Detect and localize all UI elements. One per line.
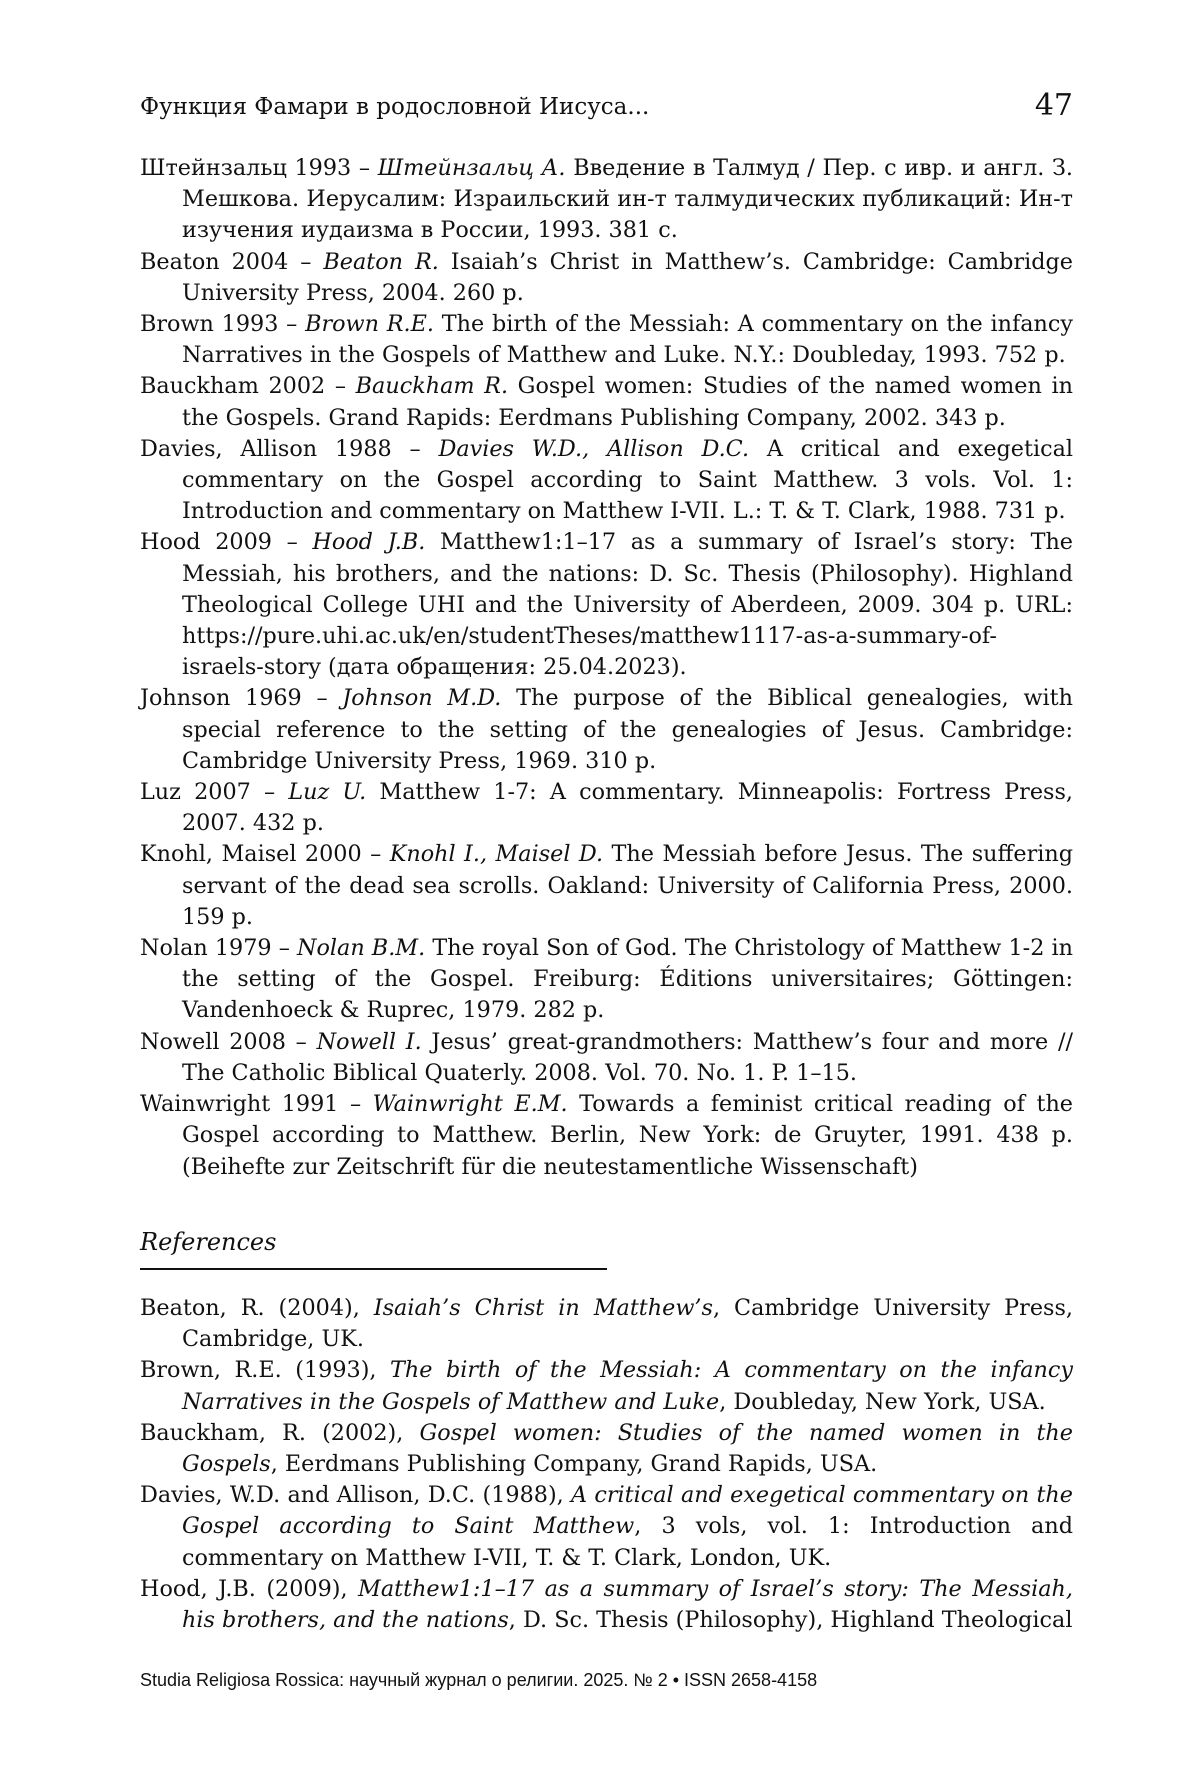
reference-entry: Beaton, R. (2004), Isaiah’s Christ in Matthew’s, Cambridge University Press, Cambridge, UK. <box>140 1295 1073 1353</box>
bibliography-entry: Hood 2009 – Hood J.B. Matthew1:1–17 as a summary of Israel’s story: The Messiah, his brothers, and the nations: D. Sc. Thesis (Philosophy). Highland Theological College UHI and the University of Aberdeen, 2009. 304 p. URL: https://pure.uhi.ac.uk/en/studentTheses/matthew1117-as-a-summary-of-israels-story (дата обращения: 25.04.2023). <box>140 529 1074 681</box>
references-heading: References <box>140 1228 277 1256</box>
english-references <box>140 1293 1073 1636</box>
bibliography-entry: Wainwright 1991 – Wainwright E.M. Towards a feminist critical reading of the Gospel according to Matthew. Berlin, New York: de Gruyter, 1991. 438 p. (Beihefte zur Zeitschrift für die neutestamentliche Wissenschaft) <box>140 1091 1073 1180</box>
reference-entry: Bauckham, R. (2002), Gospel women: Studies of the named women in the Gospels, Eerdmans Publishing Company, Grand Rapids, USA. <box>140 1419 1073 1478</box>
bibliography-entry: Nowell 2008 – Nowell I. Jesus’ great-grandmothers: Matthew’s four and more // The Catholic Biblical Quaterly. 2008. Vol. 70. No. 1. P. 1–15. <box>140 1028 1073 1086</box>
bibliography-entry: Nolan 1979 – Nolan B.M. The royal Son of God. The Christology of Matthew 1-2 in the setting of the Gospel. Freiburg: Éditions universitaires; Göttingen: Vandenhoeck & Ruprec, 1979. 282 p. <box>140 935 1073 1024</box>
russian-bibliography <box>140 153 1073 1183</box>
heading-rule <box>140 1268 607 1270</box>
bibliography-entry: Davies, Allison 1988 – Davies W.D., Allison D.C. A critical and exegetical commentary on the Gospel according to Saint Matthew. 3 vols. Vol. 1: Introduction and commentary on Matthew I-VII. L.: T. & T. Clark, 1988. 731 p. <box>140 435 1073 525</box>
reference-entry: Davies, W.D. and Allison, D.C. (1988), A critical and exegetical commentary on the Gospel according to Saint Matthew, 3 vols, vol. 1: Introduction and commentary on Matthew I-VII, T. & T. Clark, London, UK. <box>140 1482 1073 1571</box>
bibliography-entry: Johnson 1969 – Johnson M.D. The purpose of the Biblical genealogies, with special reference to the setting of the genealogies of Jesus. Cambridge: Cambridge University Press, 1969. 310 p. <box>140 685 1074 774</box>
bibliography-entry: Brown 1993 – Brown R.E. The birth of the Messiah: A commentary on the infancy Narratives in the Gospels of Matthew and Luke. N.Y.: Doubleday, 1993. 752 p. <box>140 311 1073 369</box>
bibliography-entry: Luz 2007 – Luz U. Matthew 1-7: A commentary. Minneapolis: Fortress Press, 2007. 432 p. <box>140 779 1073 837</box>
bibliography-entry: Knohl, Maisel 2000 – Knohl I., Maisel D. The Messiah before Jesus. The suffering servant of the dead sea scrolls. Oakland: University of California Press, 2000. 159 p. <box>140 841 1073 930</box>
reference-entry: Brown, R.E. (1993), The birth of the Messiah: A commentary on the infancy Narratives in the Gospels of Matthew and Luke, Doubleday, New York, USA. <box>140 1357 1073 1415</box>
running-header <box>140 88 1073 128</box>
page-number: 47 <box>1034 88 1073 123</box>
bibliography-entry: Штейнзальц 1993 – Штейнзальц А. Введение в Талмуд / Пер. с ивр. и англ. З. Мешкова. Иерусалим: Израильский ин-т талмудических публикаций: Ин-т изучения иудаизма в России, 1993. 381 с. <box>140 155 1073 244</box>
journal-footer: Studia Religiosa Rossica: научный журнал о религии. 2025. № 2 • ISSN 2658-4158 <box>140 1670 818 1690</box>
bibliography-entry: Beaton 2004 – Beaton R. Isaiah’s Christ in Matthew’s. Cambridge: Cambridge University Press, 2004. 260 p. <box>140 248 1073 306</box>
bibliography-entry: Bauckham 2002 – Bauckham R. Gospel women: Studies of the named women in the Gospels. Grand Rapids: Eerdmans Publishing Company, 2002. 343 p. <box>140 373 1073 431</box>
running-title: Функция Фамари в родословной Иисуса... <box>140 94 650 120</box>
reference-entry: Hood, J.B. (2009), Matthew1:1–17 as a summary of Israel’s story: The Messiah, his brothers, and the nations, D. Sc. Thesis (Philosophy), Highland Theological <box>140 1575 1073 1634</box>
